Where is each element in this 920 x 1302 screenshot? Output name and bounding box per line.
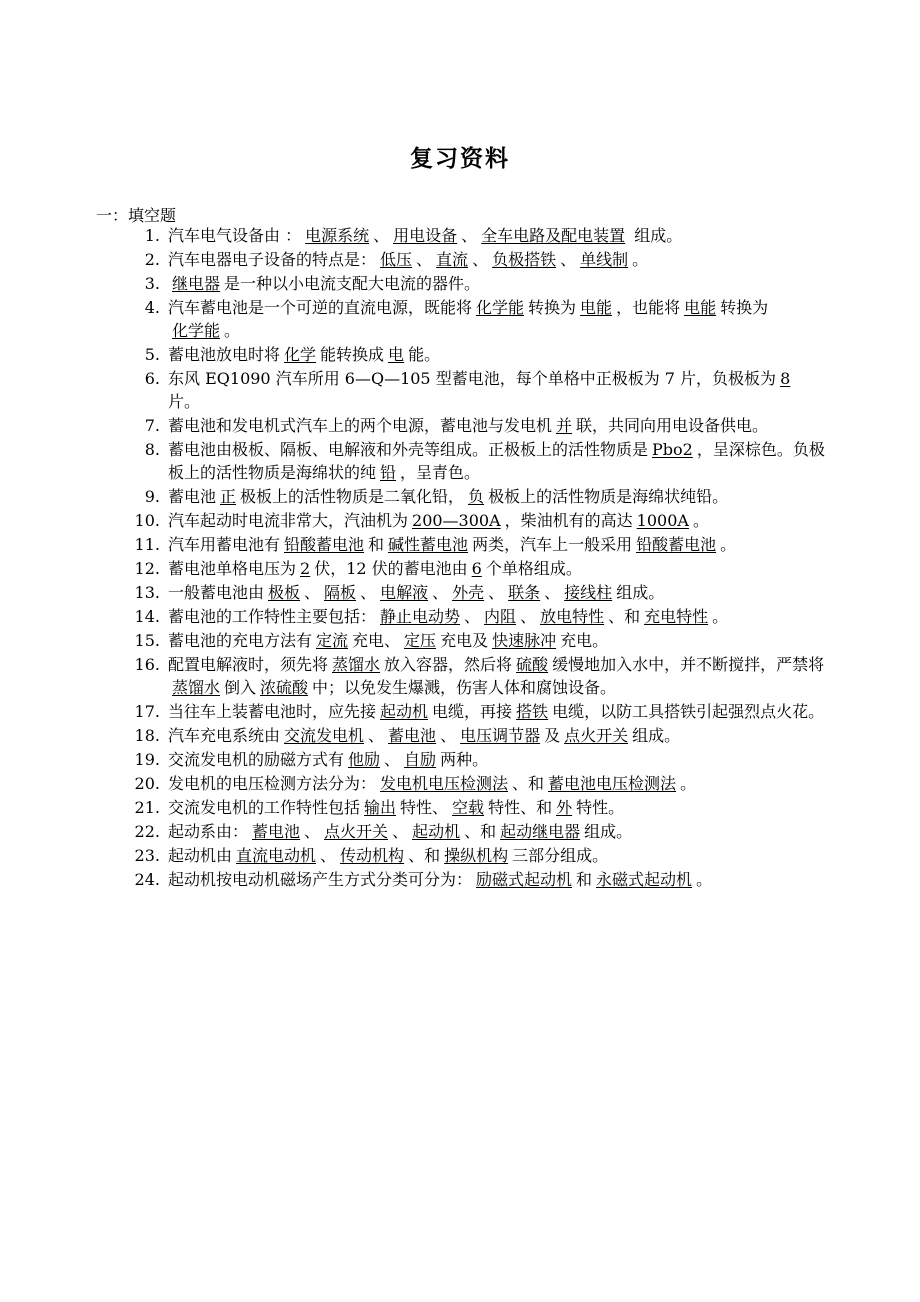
question-text: 转换为 [528,298,577,317]
question-text: 、 [544,583,561,602]
question-text: 汽车电器电子设备的特点是： [168,250,377,269]
answer-blank: 励磁式起动机 [476,870,573,889]
question-text: 、 [392,822,409,841]
answer-blank: 蒸馏水 [172,678,221,697]
question-item [130,557,826,580]
question-text: ，也能将 [616,298,681,317]
question-number: 4. [144,298,160,317]
question-text: ，呈青色。 [400,463,481,482]
question-text: 缓慢地加入水中，并不断搅拌，严禁将 [552,655,825,674]
question-text: 特性、和 [488,798,553,817]
question-text: 组成。 [584,822,633,841]
question-text: 、 [440,726,457,745]
question-item [130,868,826,891]
answer-blank: 蒸馏水 [332,655,381,674]
question-text: 、 [464,607,481,626]
question-item [130,605,826,628]
answer-blank: 8 [780,369,791,388]
answer-blank: 传动机构 [340,846,405,865]
question-text: 和 [576,870,593,889]
question-text: 。 [692,511,709,530]
answer-blank: 浓硫酸 [260,678,309,697]
question-text: 、 [368,726,385,745]
question-text: 组成。 [616,583,665,602]
answer-blank: 快速脉冲 [492,631,557,650]
answer-blank: 外 [556,798,573,817]
question-number: 13. [134,583,160,602]
question-text: 、 [461,226,478,245]
question-number: 8. [144,440,160,459]
question-number: 12. [134,559,160,578]
answer-blank: 低压 [380,250,413,269]
answer-blank: 单线制 [580,250,629,269]
answer-blank: 硫酸 [516,655,549,674]
question-item [130,748,826,771]
question-number: 15. [134,631,160,650]
answer-blank: 负极搭铁 [492,250,557,269]
question-number: 14. [134,607,160,626]
question-text: 、 [520,607,537,626]
question-text: 、 [304,822,321,841]
question-text: 交流发电机的工作特性包括 [168,798,361,817]
question-item [130,533,826,556]
answer-blank: 碱性蓄电池 [388,535,469,554]
question-item [130,653,826,699]
question-text: 特性。 [576,798,625,817]
answer-blank: 正 [220,487,237,506]
question-text: 起动机按电动机磁场产生方式分类可分为： [168,870,473,889]
answer-blank: 并 [556,416,573,435]
answer-blank: 空载 [452,798,485,817]
answer-blank: 电源系统 [305,226,370,245]
answer-blank: 电压调节器 [460,726,541,745]
question-text: 起动系由： [168,822,249,841]
question-item [130,796,826,819]
answer-blank: Pbo2 [652,440,693,459]
answer-blank: 全车电路及配电装置 [481,226,626,245]
answer-blank: 联条 [508,583,541,602]
question-text: ，呈深棕色。负极板上的活性物质是海绵状的纯 [168,440,825,482]
question-text: 、 [384,750,401,769]
question-text: 联，共同向用电设备供电。 [576,416,769,435]
answer-blank: 铅酸蓄电池 [284,535,365,554]
answer-blank: 电解液 [380,583,429,602]
question-text: 、和 [408,846,441,865]
question-item [130,772,826,795]
answer-blank: 电能 [580,298,613,317]
question-text: 、 [416,250,433,269]
question-number: 22. [134,822,160,841]
question-text: 充电、 [352,631,401,650]
question-text: 能转换成 [320,345,385,364]
answer-blank: 1000A [636,511,689,530]
question-item [130,509,826,532]
question-text: 三部分组成。 [512,846,609,865]
question-number: 19. [134,750,160,769]
question-text: 交流发电机的励磁方式有 [168,750,345,769]
question-number: 21. [134,798,160,817]
question-text: 、 [304,583,321,602]
page-title: 复习资料 [410,146,510,172]
answer-blank: 他励 [348,750,381,769]
answer-blank: 放电特性 [540,607,605,626]
answer-blank: 极板 [268,583,301,602]
answer-blank: 200—300A [412,511,501,530]
question-item [130,272,826,295]
question-text: 和 [368,535,385,554]
answer-blank: 直流电动机 [236,846,317,865]
question-item [130,414,826,437]
answer-blank: 化学能 [476,298,525,317]
question-text: 、 [432,583,449,602]
question-text: 。 [632,250,649,269]
question-number: 6. [144,369,160,388]
question-text: 汽车用蓄电池有 [168,535,281,554]
answer-blank: 蓄电池 [388,726,437,745]
question-text: 汽车蓄电池是一个可逆的直流电源，既能将 [168,298,473,317]
question-text: 蓄电池 [168,487,217,506]
answer-blank: 蓄电池电压检测法 [548,774,677,793]
answer-blank: 2 [300,559,311,578]
answer-blank: 操纵机构 [444,846,509,865]
answer-blank: 接线柱 [564,583,613,602]
answer-blank: 永磁式起动机 [596,870,693,889]
question-text: 汽车起动时电流非常大，汽油机为 [168,511,409,530]
question-text: 、 [560,250,577,269]
question-number: 9. [144,487,160,506]
answer-blank: 铅 [380,463,397,482]
answer-blank: 定流 [316,631,349,650]
question-text: 汽车充电系统由 [168,726,281,745]
answer-blank: 点火开关 [564,726,629,745]
question-text: 电缆，以防工具搭铁引起强烈点火花。 [552,702,825,721]
question-item [130,629,826,652]
question-text: 、 [472,250,489,269]
question-text: 特性、 [400,798,449,817]
answer-blank: 6 [471,559,482,578]
question-text: 。 [680,774,697,793]
question-number: 23. [134,846,160,865]
question-text: 、和 [464,822,497,841]
question-text: 是一种以小电流支配大电流的器件。 [224,274,481,293]
question-text: 、和 [608,607,641,626]
question-number: 5. [144,345,160,364]
question-item [130,820,826,843]
question-text: 、 [360,583,377,602]
answer-blank: 搭铁 [516,702,549,721]
question-list [130,224,826,892]
answer-blank: 铅酸蓄电池 [636,535,717,554]
question-text: 蓄电池由极板、隔板、电解液和外壳等组成。正极板上的活性物质是 [168,440,649,459]
answer-blank: 起动机 [380,702,429,721]
question-text: 伏，12 伏的蓄电池由 [314,559,468,578]
answer-blank: 交流发电机 [284,726,365,745]
answer-blank: 化学 [284,345,317,364]
question-number: 7. [144,416,160,435]
question-number: 17. [134,702,160,721]
question-text: 放入容器，然后将 [384,655,513,674]
question-text: 蓄电池的充电方法有 [168,631,313,650]
question-text: 、 [488,583,505,602]
question-item [130,296,826,342]
question-text: 、 [320,846,337,865]
question-item [130,485,826,508]
question-text: 。 [712,607,729,626]
question-number: 18. [134,726,160,745]
answer-blank: 隔板 [324,583,357,602]
question-text: 两类，汽车上一般采用 [472,535,633,554]
question-item [130,438,826,484]
question-text: 一般蓄电池由 [168,583,265,602]
answer-blank: 用电设备 [393,226,458,245]
question-text: 配置电解液时，须先将 [168,655,329,674]
question-item [130,367,826,413]
question-text: 当往车上装蓄电池时，应先接 [168,702,377,721]
answer-blank: 蓄电池 [252,822,301,841]
question-text: 蓄电池放电时将 [168,345,281,364]
question-text: 东风 EQ1090 汽车所用 6—Q—105 型蓄电池，每个单格中正极板为 7 片，负极板为 [168,369,777,388]
question-number: 2. [144,250,160,269]
answer-blank: 起动继电器 [500,822,581,841]
question-text: 起动机由 [168,846,233,865]
answer-blank: 起动机 [412,822,461,841]
question-text: 组成。 [629,226,683,245]
question-text: 蓄电池和发电机式汽车上的两个电源，蓄电池与发电机 [168,416,553,435]
answer-blank: 充电特性 [644,607,709,626]
question-text: 充电。 [560,631,609,650]
answer-blank: 发电机电压检测法 [380,774,509,793]
answer-blank: 自励 [404,750,437,769]
question-item [130,844,826,867]
question-text: 发电机的电压检测方法分为： [168,774,377,793]
question-text: 。 [720,535,737,554]
answer-blank: 化学能 [172,321,221,340]
question-text: 中；以免发生爆溅，伤害人体和腐蚀设备。 [312,678,617,697]
answer-blank: 定压 [404,631,437,650]
question-text: 、和 [512,774,545,793]
question-text: 、 [373,226,390,245]
answer-blank: 静止电动势 [380,607,461,626]
question-text: 极板上的活性物质是海绵状纯铅。 [488,487,729,506]
question-text: 能。 [408,345,441,364]
question-number: 10. [134,511,160,530]
question-text: 个单格组成。 [485,559,582,578]
answer-blank: 直流 [436,250,469,269]
question-text: 。 [224,321,241,340]
answer-blank: 内阻 [484,607,517,626]
question-item [130,343,826,366]
question-text: 组成。 [632,726,681,745]
question-item [130,700,826,723]
question-text: ，柴油机有的高达 [504,511,633,530]
answer-blank: 继电器 [172,274,221,293]
question-text: 转换为 [720,298,769,317]
answer-blank: 电 [388,345,405,364]
question-text: 。 [696,870,713,889]
question-number: 1. [144,226,160,245]
question-text: 充电及 [440,631,489,650]
question-text: 倒入 [224,678,257,697]
question-text: 及 [544,726,561,745]
question-item [130,248,826,271]
question-text: 电缆，再接 [432,702,513,721]
answer-blank: 电能 [684,298,717,317]
question-number: 20. [134,774,160,793]
question-text: 汽车电气设备由 ： [168,226,302,245]
section-heading: 一：填空题 [96,206,177,225]
question-text: 两种。 [440,750,489,769]
question-text: 蓄电池单格电压为 [168,559,297,578]
answer-blank: 负 [468,487,485,506]
question-number: 24. [134,870,160,889]
question-number: 16. [134,655,160,674]
question-number: 11. [134,535,160,554]
question-text: 极板上的活性物质是二氧化铅， [240,487,465,506]
answer-blank: 点火开关 [324,822,389,841]
question-text: 片。 [168,392,201,411]
answer-blank: 输出 [364,798,397,817]
question-item [130,224,826,247]
question-text: 蓄电池的工作特性主要包括： [168,607,377,626]
question-item [130,724,826,747]
question-number: 3. [144,274,160,293]
answer-blank: 外壳 [452,583,485,602]
question-item [130,581,826,604]
